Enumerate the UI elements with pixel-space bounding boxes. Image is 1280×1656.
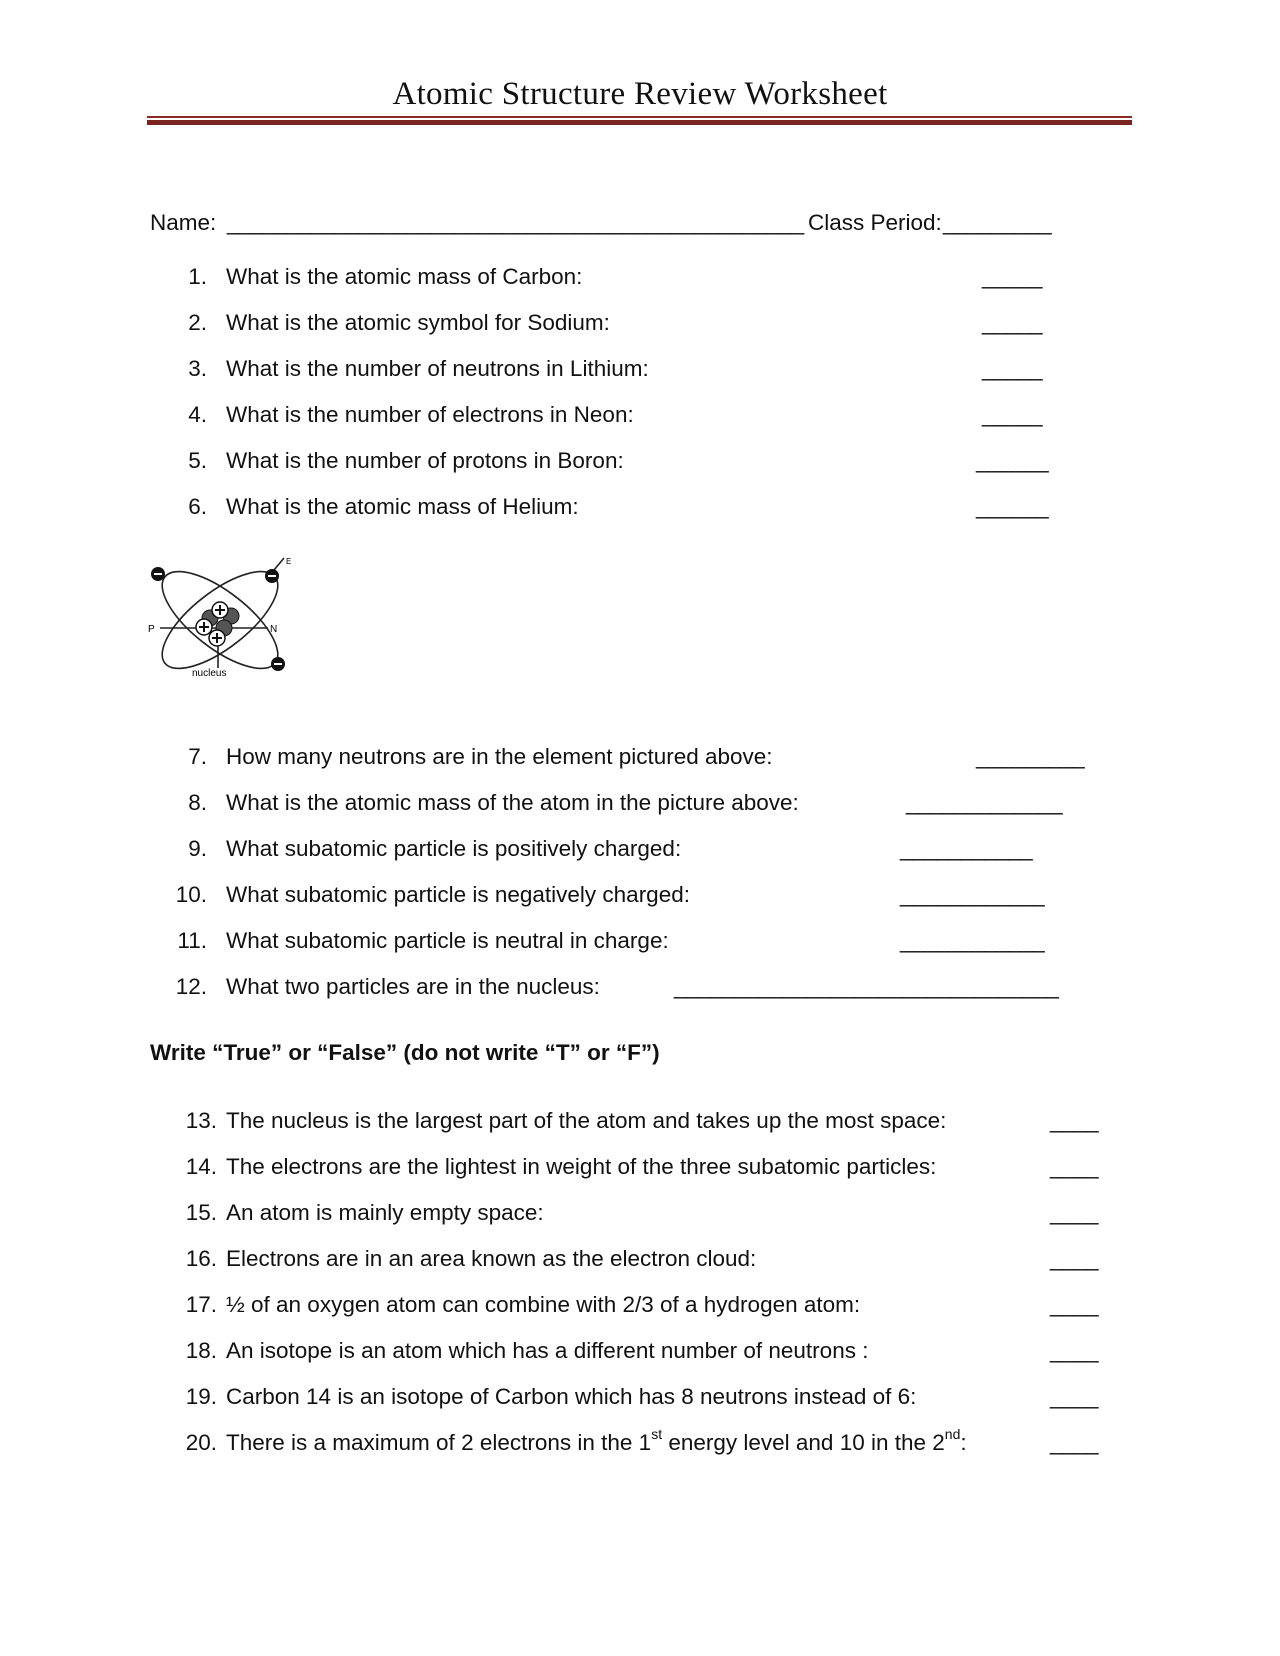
answer-blank[interactable]: ______ [976,448,1049,473]
question-number: 4. [188,402,207,427]
question-number: 16. [185,1246,217,1271]
answer-blank[interactable]: ________________________________ [674,974,1059,999]
question-number: 2. [188,310,207,335]
page-title: Atomic Structure Review Worksheet [392,76,888,112]
question-text: The nucleus is the largest part of the atom and takes up the most space: [226,1108,947,1133]
question-number: 20. [185,1430,217,1455]
answer-blank[interactable]: ____ [1050,1200,1099,1225]
question-number: 12. [175,974,207,999]
question-number: 9. [188,836,207,861]
answer-blank[interactable]: _____ [982,402,1043,427]
question-text [226,1425,967,1456]
label-n: N [270,624,278,635]
answer-blank[interactable]: _____ [982,356,1043,381]
title-rule-thick [147,120,1132,125]
question-text: The electrons are the lightest in weight of the three subatomic particles: [226,1154,937,1179]
answer-blank[interactable]: ____ [1050,1246,1099,1271]
superscript: nd [944,1425,961,1442]
question-text: What is the number of protons in Boron: [226,448,624,473]
answer-blank[interactable]: ____ [1050,1154,1099,1179]
question-text: What is the atomic mass of Helium: [226,494,579,519]
question-number: 3. [188,356,207,381]
question-text-part: energy level and 10 in the 2 [662,1430,945,1455]
question-text: An atom is mainly empty space: [226,1200,544,1225]
label-p: P [148,624,155,635]
question-text: An isotope is an atom which has a different number of neutrons : [226,1338,869,1363]
question-text: How many neutrons are in the element pictured above: [226,744,773,769]
question-text: What is the atomic mass of the atom in the picture above: [226,790,799,815]
question-number: 15. [185,1200,217,1225]
question-number: 17. [185,1292,217,1317]
answer-blank[interactable]: ___________ [900,836,1033,861]
question-text: What is the number of electrons in Neon: [226,402,634,427]
label-nucleus: nucleus [192,668,227,679]
nucleus [196,602,239,646]
question-number: 10. [175,882,207,907]
superscript: st [651,1425,663,1442]
question-text: What subatomic particle is negatively charged: [226,882,690,907]
question-number: 11. [177,928,207,953]
answer-blank[interactable]: ____ [1050,1338,1099,1363]
question-number: 14. [185,1154,217,1179]
question-text: What is the atomic symbol for Sodium: [226,310,610,335]
class-period-field[interactable]: _________ [943,210,1052,235]
answer-blank[interactable]: ____ [1050,1292,1099,1317]
answer-blank[interactable]: ______ [976,494,1049,519]
answer-blank[interactable]: _________ [976,744,1085,769]
question-number: 6. [188,494,207,519]
question-text: What is the number of neutrons in Lithium: [226,356,649,381]
answer-blank[interactable]: ____________ [900,928,1045,953]
question-text-part: : [960,1430,967,1455]
label-line [274,558,284,570]
question-text: Carbon 14 is an isotope of Carbon which has 8 neutrons instead of 6: [226,1384,917,1409]
question-text: What subatomic particle is positively charged: [226,836,682,861]
question-number: 7. [188,744,207,769]
class-period-label: Class Period: [808,210,942,235]
question-text-part: There is a maximum of 2 electrons in the 1 [226,1430,652,1455]
title-rule-thin [147,116,1132,118]
answer-blank[interactable]: _____ [982,264,1043,289]
answer-blank[interactable]: _____ [982,310,1043,335]
label-e: E [286,557,292,566]
question-text: What two particles are in the nucleus: [226,974,600,999]
question-number: 19. [185,1384,217,1409]
question-number: 8. [188,790,207,815]
answer-blank[interactable]: ____________ [900,882,1045,907]
question-number: 13. [185,1108,217,1133]
question-text: Electrons are in an area known as the electron cloud: [226,1246,757,1271]
question-text: What is the atomic mass of Carbon: [226,264,583,289]
answer-blank[interactable]: ____ [1050,1108,1099,1133]
question-number: 5. [188,448,207,473]
question-text: ½ of an oxygen atom can combine with 2/3 of a hydrogen atom: [226,1292,861,1317]
question-number: 1. [188,264,207,289]
answer-blank[interactable]: ____ [1050,1384,1099,1409]
question-text: What subatomic particle is neutral in charge: [226,928,669,953]
question-number: 18. [185,1338,217,1363]
name-label: Name: [150,210,217,235]
name-field[interactable]: ________________________________________________ [227,210,804,235]
atom-diagram [148,556,296,686]
answer-blank[interactable]: _____________ [906,790,1063,815]
answer-blank[interactable]: ____ [1050,1430,1099,1455]
true-false-heading: Write “True” or “False” (do not write “T” or “F”) [150,1040,660,1065]
